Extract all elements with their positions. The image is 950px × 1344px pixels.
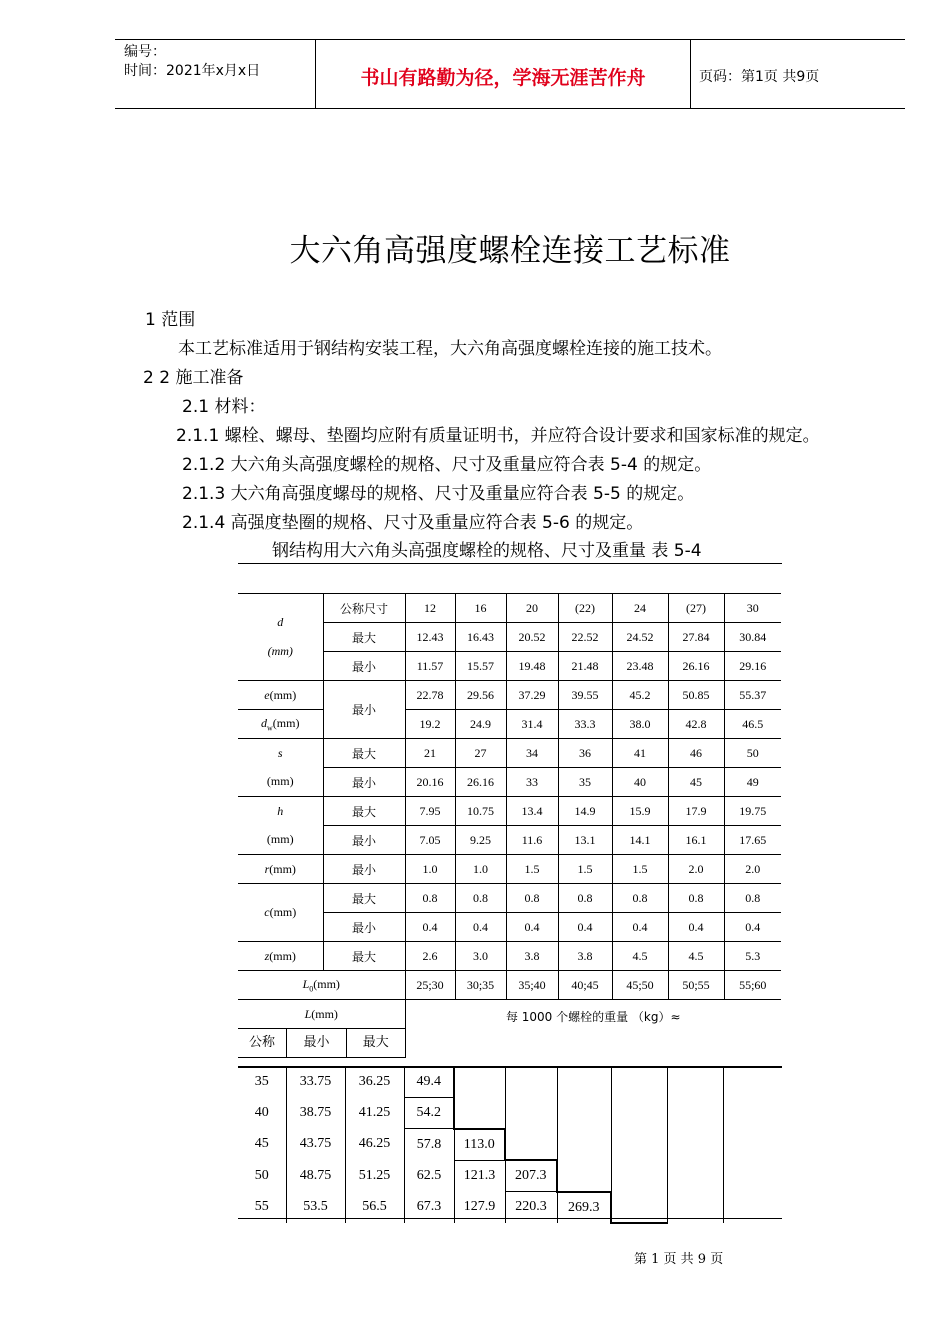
value-cell: 46 [668,739,724,768]
value-cell: 0.8 [612,884,668,913]
value-cell: 3.8 [506,942,558,971]
header-meta-cell [115,40,315,108]
value-cell: 0.4 [612,913,668,942]
weight-value-cell: 269.3 [557,1192,611,1223]
value-cell: 0.4 [558,913,612,942]
section-1-body: 本工艺标准适用于钢结构安装工程，大六角高强度螺栓连接的施工技术。 [178,339,722,359]
min-length-cell: 48.75 [286,1160,345,1192]
max-label: 最大 [323,884,405,913]
value-cell: 26.16 [668,652,724,681]
value-cell: 23.48 [612,652,668,681]
min-label: 最小 [323,913,405,942]
value-cell: 42.8 [668,710,724,739]
number-label: 编号： [124,44,166,60]
nominal-col-label: 公称 [248,1035,275,1050]
weight-value-cell: 207.3 [505,1160,557,1192]
table-row [238,855,781,884]
empty-cell [611,1098,667,1129]
weight-value-cell: 54.2 [404,1098,454,1129]
value-cell: 0.4 [668,913,724,942]
empty-cell [505,1067,557,1098]
weight-value-cell: 113.0 [454,1129,505,1161]
weight-bottom-rule [238,1218,782,1219]
value-cell: 31.4 [506,710,558,739]
e-label: e(mm) [238,681,323,710]
bolt-spec-table [238,593,781,1058]
value-cell: 40;45 [558,971,612,1000]
value-cell: 13.1 [558,826,612,855]
value-cell: 4.5 [668,942,724,971]
value-cell: 0.4 [455,913,506,942]
document-title: 大六角高强度螺栓连接工艺标准 [289,233,731,269]
value-cell: 2.0 [668,855,724,884]
table-row [238,826,781,855]
weight-row [238,1129,780,1161]
value-cell: 7.05 [405,826,455,855]
value-cell: 16.1 [668,826,724,855]
s-symbol: s [238,739,323,768]
value-cell: 20.16 [405,768,455,797]
weight-table [238,1067,780,1224]
size-cell: 20 [506,594,558,623]
value-cell: 14.1 [612,826,668,855]
value-cell: 21.48 [558,652,612,681]
section-2-1-1: 2.1.1 螺栓、螺母、垫圈均应附有质量证明书，并应符合设计要求和国家标准的规定。 [176,426,820,446]
empty-cell [454,1098,505,1129]
value-cell: 0.8 [506,884,558,913]
empty-cell [505,1098,557,1129]
z-label: z(mm) [238,942,323,971]
value-cell: 41 [612,739,668,768]
table-row [238,797,781,826]
value-cell: 33 [506,768,558,797]
size-cell: (22) [558,594,612,623]
table-row [238,681,781,710]
section-2-1-2: 2.1.2 大六角头高强度螺栓的规格、尺寸及重量应符合表 5-4 的规定。 [182,455,712,475]
value-cell: 27 [455,739,506,768]
weight-value-cell: 49.4 [404,1067,454,1098]
value-cell: 0.8 [558,884,612,913]
value-cell: 17.9 [668,797,724,826]
value-cell: 45;50 [612,971,668,1000]
value-cell: 55.37 [724,681,781,710]
time-label: 时间：2021年x月x日 [124,63,261,79]
size-cell: 12 [405,594,455,623]
value-cell: 37.29 [506,681,558,710]
value-cell: 34 [506,739,558,768]
value-cell: 27.84 [668,623,724,652]
table-row [238,739,781,768]
max-length-cell: 36.25 [345,1067,404,1098]
empty-cell [723,1098,780,1129]
empty-cell [723,1160,780,1192]
nominal-size-label: 公称尺寸 [323,594,405,623]
value-cell: 30;35 [455,971,506,1000]
value-cell: 2.6 [405,942,455,971]
value-cell: 0.4 [506,913,558,942]
empty-cell [557,1129,611,1161]
min-label: 最小 [323,652,405,681]
caption-rule [238,563,782,564]
value-cell: 1.0 [405,855,455,884]
value-cell: 0.8 [668,884,724,913]
value-cell: 19.75 [724,797,781,826]
value-cell: 55;60 [724,971,781,1000]
h-unit: (mm) [238,826,323,855]
max-label: 最大 [323,739,405,768]
table-row [238,942,781,971]
value-cell: 0.8 [455,884,506,913]
value-cell: 10.75 [455,797,506,826]
section-2-heading: 2 2 施工准备 [143,368,244,388]
value-cell: 3.0 [455,942,506,971]
value-cell: 29.56 [455,681,506,710]
max-label: 最大 [323,797,405,826]
empty-cell [667,1067,723,1098]
max-length-cell: 51.25 [345,1160,404,1192]
value-cell: 14.9 [558,797,612,826]
weight-value-cell: 121.3 [454,1160,505,1192]
empty-cell [723,1129,780,1161]
table-row [238,594,781,623]
table-row [238,768,781,797]
value-cell: 11.6 [506,826,558,855]
value-cell: 35 [558,768,612,797]
d-symbol: d [277,615,284,629]
empty-cell [557,1098,611,1129]
l-subheader [238,1029,405,1058]
nominal-length-cell: 55 [238,1192,286,1223]
value-cell: 22.78 [405,681,455,710]
page-footer: 第 1 页 共 9 页 [634,1252,724,1267]
nominal-length-cell: 45 [238,1129,286,1161]
empty-cell [557,1067,611,1098]
value-cell: 1.0 [455,855,506,884]
value-cell: 26.16 [455,768,506,797]
section-1-heading: 1 范围 [145,310,196,330]
empty-cell [723,1067,780,1098]
table-row [238,971,781,1000]
r-label: r(mm) [238,855,323,884]
weight-row [238,1160,780,1192]
min-length-cell: 43.75 [286,1129,345,1161]
value-cell: 15.57 [455,652,506,681]
weight-value-cell: 220.3 [505,1192,557,1223]
weight-value-cell: 62.5 [404,1160,454,1192]
weight-value-cell: 127.9 [454,1192,505,1223]
value-cell: 50 [724,739,781,768]
table-row [238,884,781,913]
value-cell: 50.85 [668,681,724,710]
empty-cell [505,1129,557,1161]
value-cell: 21 [405,739,455,768]
nominal-length-cell: 35 [238,1067,286,1098]
table-row [238,710,781,739]
h-symbol: h [238,797,323,826]
empty-cell [611,1067,667,1098]
value-cell: 19.48 [506,652,558,681]
min-length-cell: 33.75 [286,1067,345,1098]
weight-value-cell: 57.8 [404,1129,454,1161]
value-cell: 0.8 [724,884,781,913]
header-motto-cell [315,40,691,108]
value-cell: 24.9 [455,710,506,739]
value-cell: 24.52 [612,623,668,652]
nominal-length-cell: 40 [238,1098,286,1129]
weight-value-cell: 67.3 [404,1192,454,1223]
size-cell: 30 [724,594,781,623]
value-cell: 20.52 [506,623,558,652]
max-length-cell: 41.25 [345,1098,404,1129]
empty-cell [667,1098,723,1129]
min-length-cell: 53.5 [286,1192,345,1223]
weight-row [238,1067,780,1098]
l0-label: $L_0(mm)$ [238,971,405,1000]
value-cell: 38.0 [612,710,668,739]
value-cell: 45.2 [612,681,668,710]
empty-cell [611,1129,667,1161]
value-cell: 1.5 [558,855,612,884]
table-caption: 钢结构用大六角头高强度螺栓的规格、尺寸及重量 表 5-4 [272,541,702,561]
size-cell: 16 [455,594,506,623]
empty-cell [667,1129,723,1161]
empty-cell [454,1067,505,1098]
section-2-1: 2.1 材料： [182,397,266,417]
page-info: 页码：第1页 共9页 [699,69,820,85]
weight-header: 每 1000 个螺栓的重量 （kg）≈ [405,1000,781,1058]
value-cell: 17.65 [724,826,781,855]
c-label: c(mm) [238,884,323,942]
weight-row [238,1098,780,1129]
value-cell: 0.8 [405,884,455,913]
value-cell: 1.5 [612,855,668,884]
value-cell: 1.5 [506,855,558,884]
value-cell: 29.16 [724,652,781,681]
value-cell: 12.43 [405,623,455,652]
min-label: 最小 [323,855,405,884]
value-cell: 49 [724,768,781,797]
table-row [238,1000,781,1029]
motto: 书山有路勤为径，学海无涯苦作舟 [360,67,646,89]
min-length-cell: 38.75 [286,1098,345,1129]
value-cell: 50;55 [668,971,724,1000]
value-cell: 9.25 [455,826,506,855]
empty-cell [557,1160,611,1192]
max-col-label: 最大 [346,1029,405,1057]
l-label: L(mm) [238,1000,405,1029]
value-cell: 4.5 [612,942,668,971]
value-cell: 36 [558,739,612,768]
value-cell: 33.3 [558,710,612,739]
value-cell: 39.55 [558,681,612,710]
header-page-cell [691,40,905,108]
value-cell: 5.3 [724,942,781,971]
min-label: 最小 [323,768,405,797]
value-cell: 40 [612,768,668,797]
size-cell: 24 [612,594,668,623]
value-cell: 0.4 [405,913,455,942]
section-2-1-4: 2.1.4 高强度垫圈的规格、尺寸及重量应符合表 5-6 的规定。 [182,513,644,533]
page-header [115,39,905,109]
value-cell: 15.9 [612,797,668,826]
value-cell: 46.5 [724,710,781,739]
value-cell: 19.2 [405,710,455,739]
d-unit: (mm) [267,644,293,658]
value-cell: 7.95 [405,797,455,826]
value-cell: 25;30 [405,971,455,1000]
nominal-length-cell: 50 [238,1160,286,1192]
value-cell: 22.52 [558,623,612,652]
dw-label: $d_w(mm)$ [238,710,323,739]
value-cell: 16.43 [455,623,506,652]
value-cell: 3.8 [558,942,612,971]
max-length-cell: 56.5 [345,1192,404,1223]
size-cell: (27) [668,594,724,623]
s-unit: (mm) [238,768,323,797]
value-cell: 0.4 [724,913,781,942]
min-label: 最小 [323,681,405,739]
value-cell: 35;40 [506,971,558,1000]
d-label-cell [238,594,323,681]
min-label: 最小 [323,826,405,855]
max-label: 最大 [323,623,405,652]
section-2-1-3: 2.1.3 大六角高强度螺母的规格、尺寸及重量应符合表 5-5 的规定。 [182,484,695,504]
value-cell: 2.0 [724,855,781,884]
empty-cell [611,1160,667,1192]
value-cell: 30.84 [724,623,781,652]
max-label: 最大 [323,942,405,971]
min-col-label: 最小 [286,1029,346,1057]
max-length-cell: 46.25 [345,1129,404,1161]
empty-cell [667,1160,723,1192]
value-cell: 11.57 [405,652,455,681]
value-cell: 45 [668,768,724,797]
value-cell: 13.4 [506,797,558,826]
